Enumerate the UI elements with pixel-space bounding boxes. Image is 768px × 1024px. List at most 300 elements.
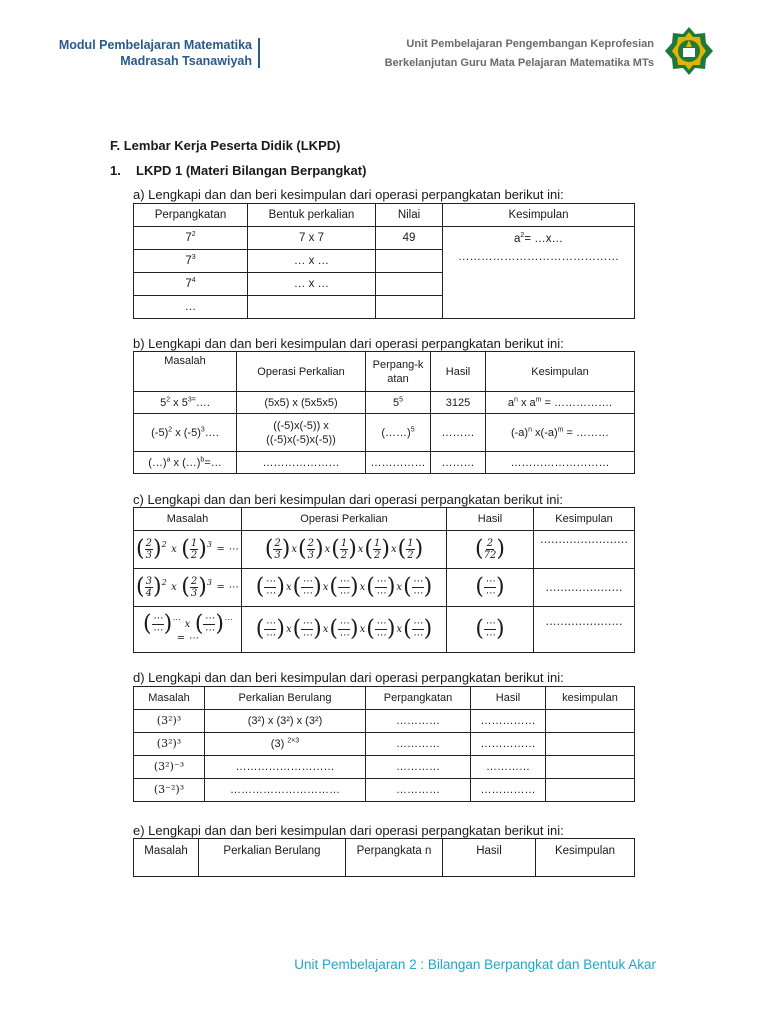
numerator: ⋯ (485, 576, 495, 587)
table-header-row (134, 508, 635, 531)
fraction (273, 538, 281, 561)
paren: ) (276, 574, 285, 600)
fraction (190, 576, 198, 599)
denominator: ⋯ (265, 630, 276, 641)
paren: ( (264, 536, 274, 562)
problem-cell: (3²)³ (134, 710, 205, 733)
paren: ) (281, 536, 291, 562)
value-cell: 49 (376, 227, 443, 250)
header-text: Perpang-katan (372, 358, 424, 385)
result-cell (447, 607, 534, 653)
header-cell: Hasil (471, 687, 546, 710)
paren: ) (423, 574, 433, 600)
exponent: 2 (191, 231, 196, 239)
value-cell (376, 273, 443, 296)
numerator: ⋯ (152, 613, 163, 624)
fraction (338, 618, 350, 641)
exponent: 2 (166, 395, 171, 403)
times-sign: x (324, 543, 331, 555)
table-row (134, 607, 635, 653)
tail: …. (204, 426, 219, 439)
multiplication-cell: (3²) x (3²) x (3²) (205, 710, 366, 733)
header-cell (366, 352, 431, 392)
denominator: 2 (190, 550, 198, 561)
result-cell: ……… (431, 452, 486, 474)
form-cell: … x … (248, 273, 376, 296)
power-cell (134, 227, 248, 250)
numerator: ⋯ (412, 576, 423, 587)
paren: ( (366, 616, 375, 642)
conclusion-cell (546, 779, 635, 802)
section-title: F. Lembar Kerja Peserta Didik (LKPD) (110, 138, 341, 153)
denominator: ⋯ (485, 630, 495, 641)
exponent: 3 (191, 254, 196, 262)
op: x (170, 396, 182, 409)
conclusion-line2: …………………………………… (458, 251, 619, 263)
header-cell: Operasi Perkalian (242, 508, 447, 531)
unit-title-line1: Unit Pembelajaran Pengembangan Keprofesian (406, 38, 654, 50)
denominator: 2 (340, 550, 348, 561)
conclusion-cell (546, 756, 635, 779)
conclusion-cell (486, 414, 635, 452)
fraction (301, 576, 313, 599)
form-cell: 7 x 7 (248, 227, 376, 250)
problem-cell (134, 452, 237, 474)
header-text: Perpangkata n (356, 845, 432, 857)
paren: ( (397, 536, 407, 562)
operation-cell: (5x5) x (5x5x5) (237, 392, 366, 414)
paren: ) (313, 574, 322, 600)
kemenag-logo (664, 26, 714, 76)
fraction (190, 538, 198, 561)
times-sign: x (171, 581, 177, 593)
exponent: 2×3 (287, 737, 300, 745)
equals: = ⋯ (176, 633, 199, 644)
table-header-row (134, 839, 635, 877)
term: x(-a) (531, 426, 558, 439)
power-cell (366, 392, 431, 414)
numerator: ⋯ (302, 576, 313, 587)
part-b-instruction: b) Lengkapi dan dan beri kesimpulan dari operasi perpangkatan berikut ini: (133, 336, 564, 351)
fraction (406, 538, 414, 561)
numerator: 1 (407, 538, 414, 549)
part-e-instruction: e) Lengkapi dan dan beri kesimpulan dari operasi perpangkatan berikut ini: (133, 823, 564, 838)
times-sign: x (171, 543, 177, 555)
header-cell: Masalah (134, 687, 205, 710)
fraction (484, 576, 496, 599)
table-row (134, 733, 635, 756)
table-header-row (134, 687, 635, 710)
paren: ) (386, 574, 396, 600)
exponent: 3= (187, 395, 196, 403)
conclusion-cell: ………………… (534, 569, 635, 607)
problem-cell: (3²)³ (134, 733, 205, 756)
multiplication-cell (205, 733, 366, 756)
paren: ) (381, 536, 390, 562)
fraction (301, 618, 313, 641)
operation-cell: ………………… (237, 452, 366, 474)
denominator: ⋯ (302, 630, 313, 641)
numerator: 1 (374, 538, 381, 549)
term: a (507, 396, 515, 409)
times-sign: x (322, 581, 329, 593)
header-cell: Perpangkatan (134, 204, 248, 227)
paren: ) (152, 574, 162, 600)
numerator: 1 (190, 538, 198, 549)
result-cell: …………… (471, 733, 546, 756)
header-cell: Operasi Perkalian (237, 352, 366, 392)
denominator: 3 (190, 588, 198, 599)
paren: ) (423, 616, 433, 642)
result-cell: …………… (471, 710, 546, 733)
numerator: 2 (307, 538, 314, 549)
problem-cell (134, 392, 237, 414)
paren: ( (255, 574, 265, 600)
numerator: ⋯ (485, 618, 495, 629)
problem-cell: (3⁻²)³ (134, 779, 205, 802)
conclusion-line1 (445, 232, 632, 246)
result-cell: 3125 (431, 392, 486, 414)
header-cell: Bentuk perkalian (248, 204, 376, 227)
fraction (145, 538, 153, 561)
term: (-a) (510, 426, 529, 439)
conclusion-cell (546, 733, 635, 756)
header-cell: Hasil (443, 839, 536, 877)
paren: ) (163, 611, 173, 637)
header-cell: Nilai (376, 204, 443, 227)
denominator: ⋯ (375, 630, 386, 641)
equals: = ⋯ (216, 543, 239, 555)
unit-title (385, 35, 654, 73)
term: 5 (160, 396, 167, 409)
paren: ( (475, 536, 484, 562)
paren: ( (475, 616, 484, 642)
header-cell: Kesimpulan (486, 352, 635, 392)
numerator: ⋯ (302, 618, 313, 629)
header-cell: Masalah (134, 839, 199, 877)
power-cell: …………… (366, 452, 431, 474)
paren: ) (215, 611, 224, 637)
times-sign: x (322, 623, 329, 635)
part-a-instruction: a) Lengkapi dan dan beri kesimpulan dari operasi perpangkatan berikut ini: (133, 187, 564, 202)
times-sign: x (390, 543, 397, 555)
table-row (134, 392, 635, 414)
conclusion-cell (546, 710, 635, 733)
equals: = ⋯ (216, 581, 239, 593)
paren: ( (329, 574, 338, 600)
denominator: 4 (145, 588, 152, 599)
paren: ( (136, 574, 145, 600)
fraction (484, 618, 496, 641)
numerator: ⋯ (265, 576, 276, 587)
table-row (134, 779, 635, 802)
paren: ( (403, 574, 412, 600)
part-e-table (133, 838, 635, 877)
term: (…) (148, 456, 167, 469)
denominator: ⋯ (265, 588, 276, 599)
base: 5 (392, 396, 400, 409)
exponent: 5 (410, 425, 415, 433)
term: (-5) (151, 426, 169, 439)
fraction (152, 613, 164, 636)
numerator: 2 (145, 538, 152, 549)
paren: ) (313, 616, 322, 642)
table-row (134, 756, 635, 779)
table-row (134, 414, 635, 452)
header-cell: Masalah (134, 352, 237, 392)
power-cell (366, 414, 431, 452)
part-c-instruction: c) Lengkapi dan dan beri kesimpulan dari operasi perpangkatan berikut ini: (133, 492, 563, 507)
denominator: ⋯ (339, 630, 349, 641)
power-cell: ………… (366, 756, 471, 779)
fraction (264, 618, 276, 641)
conclusion-text: = …x… (524, 233, 563, 245)
module-title (54, 37, 252, 69)
table-row (134, 569, 635, 607)
header-cell: Perpangkatan (366, 687, 471, 710)
paren: ( (292, 616, 302, 642)
exponent: n (514, 395, 518, 403)
header-cell: kesimpulan (546, 687, 635, 710)
numerator: 2 (190, 576, 198, 587)
paren: ) (496, 616, 505, 642)
paren: ) (198, 536, 207, 562)
exponent: 2 (161, 578, 167, 587)
power-cell (134, 273, 248, 296)
denominator: ⋯ (485, 588, 495, 599)
fraction (412, 576, 424, 599)
exponent: n (528, 425, 532, 433)
paren: ( (331, 536, 340, 562)
part-c-table (133, 507, 635, 653)
problem-cell (134, 607, 242, 653)
numerator: ⋯ (375, 576, 386, 587)
paren: ) (152, 536, 162, 562)
paren: ( (136, 536, 145, 562)
problem-cell (134, 414, 237, 452)
denominator: ⋯ (152, 625, 163, 636)
exponent: 3 (200, 425, 205, 433)
form-cell: … x … (248, 250, 376, 273)
paren: ( (403, 616, 412, 642)
fraction (338, 576, 350, 599)
table-row (134, 710, 635, 733)
problem-cell (134, 531, 242, 569)
denominator: 72 (483, 550, 497, 561)
exponent: 2 (168, 425, 173, 433)
paren: ) (386, 616, 396, 642)
fraction (340, 538, 348, 561)
value-cell (376, 250, 443, 273)
fraction (264, 576, 276, 599)
value-cell (376, 296, 443, 319)
header-cell: Hasil (431, 352, 486, 392)
module-title-line2: Madrasah Tsanawiyah (120, 54, 252, 68)
paren: ( (475, 574, 484, 600)
numerator: 3 (145, 576, 152, 587)
times-sign: x (291, 543, 298, 555)
result-cell (447, 569, 534, 607)
denominator: ⋯ (412, 630, 423, 641)
times-sign: x (396, 581, 403, 593)
part-a-table (133, 203, 635, 319)
exponent: ⋯ (172, 615, 181, 624)
problem-cell (134, 569, 242, 607)
denominator: ⋯ (412, 588, 423, 599)
problem-cell: (3²)⁻³ (134, 756, 205, 779)
base: 7 (185, 232, 192, 244)
denominator: 3 (274, 550, 281, 561)
numerator: ⋯ (265, 618, 276, 629)
table-header-row (134, 204, 635, 227)
header-cell (346, 839, 443, 877)
conclusion-cell: ………………… (534, 607, 635, 653)
paren: ( (292, 574, 302, 600)
part-b-table (133, 351, 635, 474)
operation-cell (242, 607, 447, 653)
table-row (134, 452, 635, 474)
paren: ( (194, 611, 204, 637)
conclusion-cell (443, 227, 635, 319)
operation-cell (237, 414, 366, 452)
operation-text: ((-5)x(-5)) x ((-5)x(-5)x(-5)) (266, 419, 336, 446)
term: x (-5) (172, 426, 201, 439)
numerator: ⋯ (375, 618, 386, 629)
module-title-line1: Modul Pembelajaran Matematika (58, 38, 252, 52)
paren: ) (350, 574, 359, 600)
numerator: ⋯ (339, 618, 349, 629)
blank: = ……… (563, 426, 610, 439)
lkpd-number: 1. (110, 163, 121, 178)
denominator: 2 (374, 550, 381, 561)
times-sign: x (285, 623, 292, 635)
fraction (375, 618, 387, 641)
denominator: 3 (145, 550, 152, 561)
paren: ( (181, 574, 190, 600)
header-cell: Kesimpulan (534, 508, 635, 531)
power-cell: ………… (366, 733, 471, 756)
denominator: 2 (407, 550, 414, 561)
header-cell: Perkalian Berulang (199, 839, 346, 877)
paren: ) (496, 536, 505, 562)
power-cell: ………… (366, 710, 471, 733)
exponent: 5 (399, 395, 404, 403)
table-row (134, 227, 635, 250)
numerator: ⋯ (339, 576, 349, 587)
exponent: m (557, 425, 564, 433)
denominator: ⋯ (204, 625, 215, 636)
exponent: m (535, 395, 542, 403)
power-cell: ………… (366, 779, 471, 802)
part-d-instruction: d) Lengkapi dan dan beri kesimpulan dari operasi perpangkatan berikut ini: (133, 670, 564, 685)
header-cell: Perkalian Berulang (205, 687, 366, 710)
paren: ( (366, 574, 375, 600)
fraction (203, 613, 215, 636)
base: 7 (185, 278, 192, 290)
term: x a (517, 396, 536, 409)
result-cell: ……… (431, 414, 486, 452)
exponent: ⋯ (224, 615, 232, 624)
times-sign: x (359, 581, 366, 593)
numerator: ⋯ (412, 618, 423, 629)
paren: ( (181, 536, 190, 562)
exponent: 2 (161, 540, 167, 549)
exponent: 3 (206, 540, 212, 549)
fraction (307, 538, 315, 561)
times-sign: x (396, 623, 403, 635)
page-footer: Unit Pembelajaran 2 : Bilangan Berpangkat dan Bentuk Akar (294, 957, 656, 972)
exponent: a (166, 455, 171, 463)
paren: ( (255, 616, 265, 642)
numerator: ⋯ (204, 613, 215, 624)
exponent: b (200, 455, 205, 463)
paren: ( (298, 536, 307, 562)
paren: ) (314, 536, 324, 562)
power-cell (134, 250, 248, 273)
fraction (412, 618, 424, 641)
paren: ) (198, 574, 207, 600)
paren: ( (142, 611, 152, 637)
header-cell: Hasil (447, 508, 534, 531)
part-d-table (133, 686, 635, 802)
exponent: 3 (206, 578, 212, 587)
denominator: 3 (307, 550, 314, 561)
result-cell: ………… (471, 756, 546, 779)
unit-title-line2: Berkelanjutan Guru Mata Pelajaran Matematika MTs (384, 57, 654, 69)
times-sign: x (359, 623, 366, 635)
header-cell: Masalah (134, 508, 242, 531)
base: (……) (381, 426, 411, 439)
operation-cell (242, 531, 447, 569)
paren: ) (496, 574, 505, 600)
fraction (145, 576, 153, 599)
multiplication-cell: ……………………… (205, 756, 366, 779)
term: x (…) (170, 456, 201, 469)
times-sign: x (184, 618, 191, 630)
denominator: ⋯ (339, 588, 349, 599)
power-cell: … (134, 296, 248, 319)
paren: ) (414, 536, 424, 562)
paren: ) (350, 616, 359, 642)
header-divider (258, 38, 260, 68)
lkpd-title: LKPD 1 (Materi Bilangan Berpangkat) (136, 163, 367, 178)
conclusion-cell: ……………………… (486, 452, 635, 474)
times-sign: x (285, 581, 292, 593)
denominator: ⋯ (375, 588, 386, 599)
tail: …. (195, 396, 210, 409)
paren: ( (329, 616, 338, 642)
conclusion-base: a (514, 233, 521, 245)
paren: ) (276, 616, 285, 642)
table-header-row (134, 352, 635, 392)
paren: ( (364, 536, 374, 562)
denominator: ⋯ (302, 588, 313, 599)
conclusion-cell: …………………… (534, 531, 635, 569)
tail: =… (204, 456, 222, 469)
header-cell: Kesimpulan (443, 204, 635, 227)
result-cell: …………… (471, 779, 546, 802)
term: 5 (181, 396, 188, 409)
form-cell (248, 296, 376, 319)
base: 7 (185, 255, 192, 267)
operation-cell (242, 569, 447, 607)
header-cell: Kesimpulan (536, 839, 635, 877)
times-sign: x (357, 543, 364, 555)
fraction (375, 576, 387, 599)
multiplication-cell: ………………………… (205, 779, 366, 802)
base: (3) (270, 738, 285, 750)
result-cell (447, 531, 534, 569)
